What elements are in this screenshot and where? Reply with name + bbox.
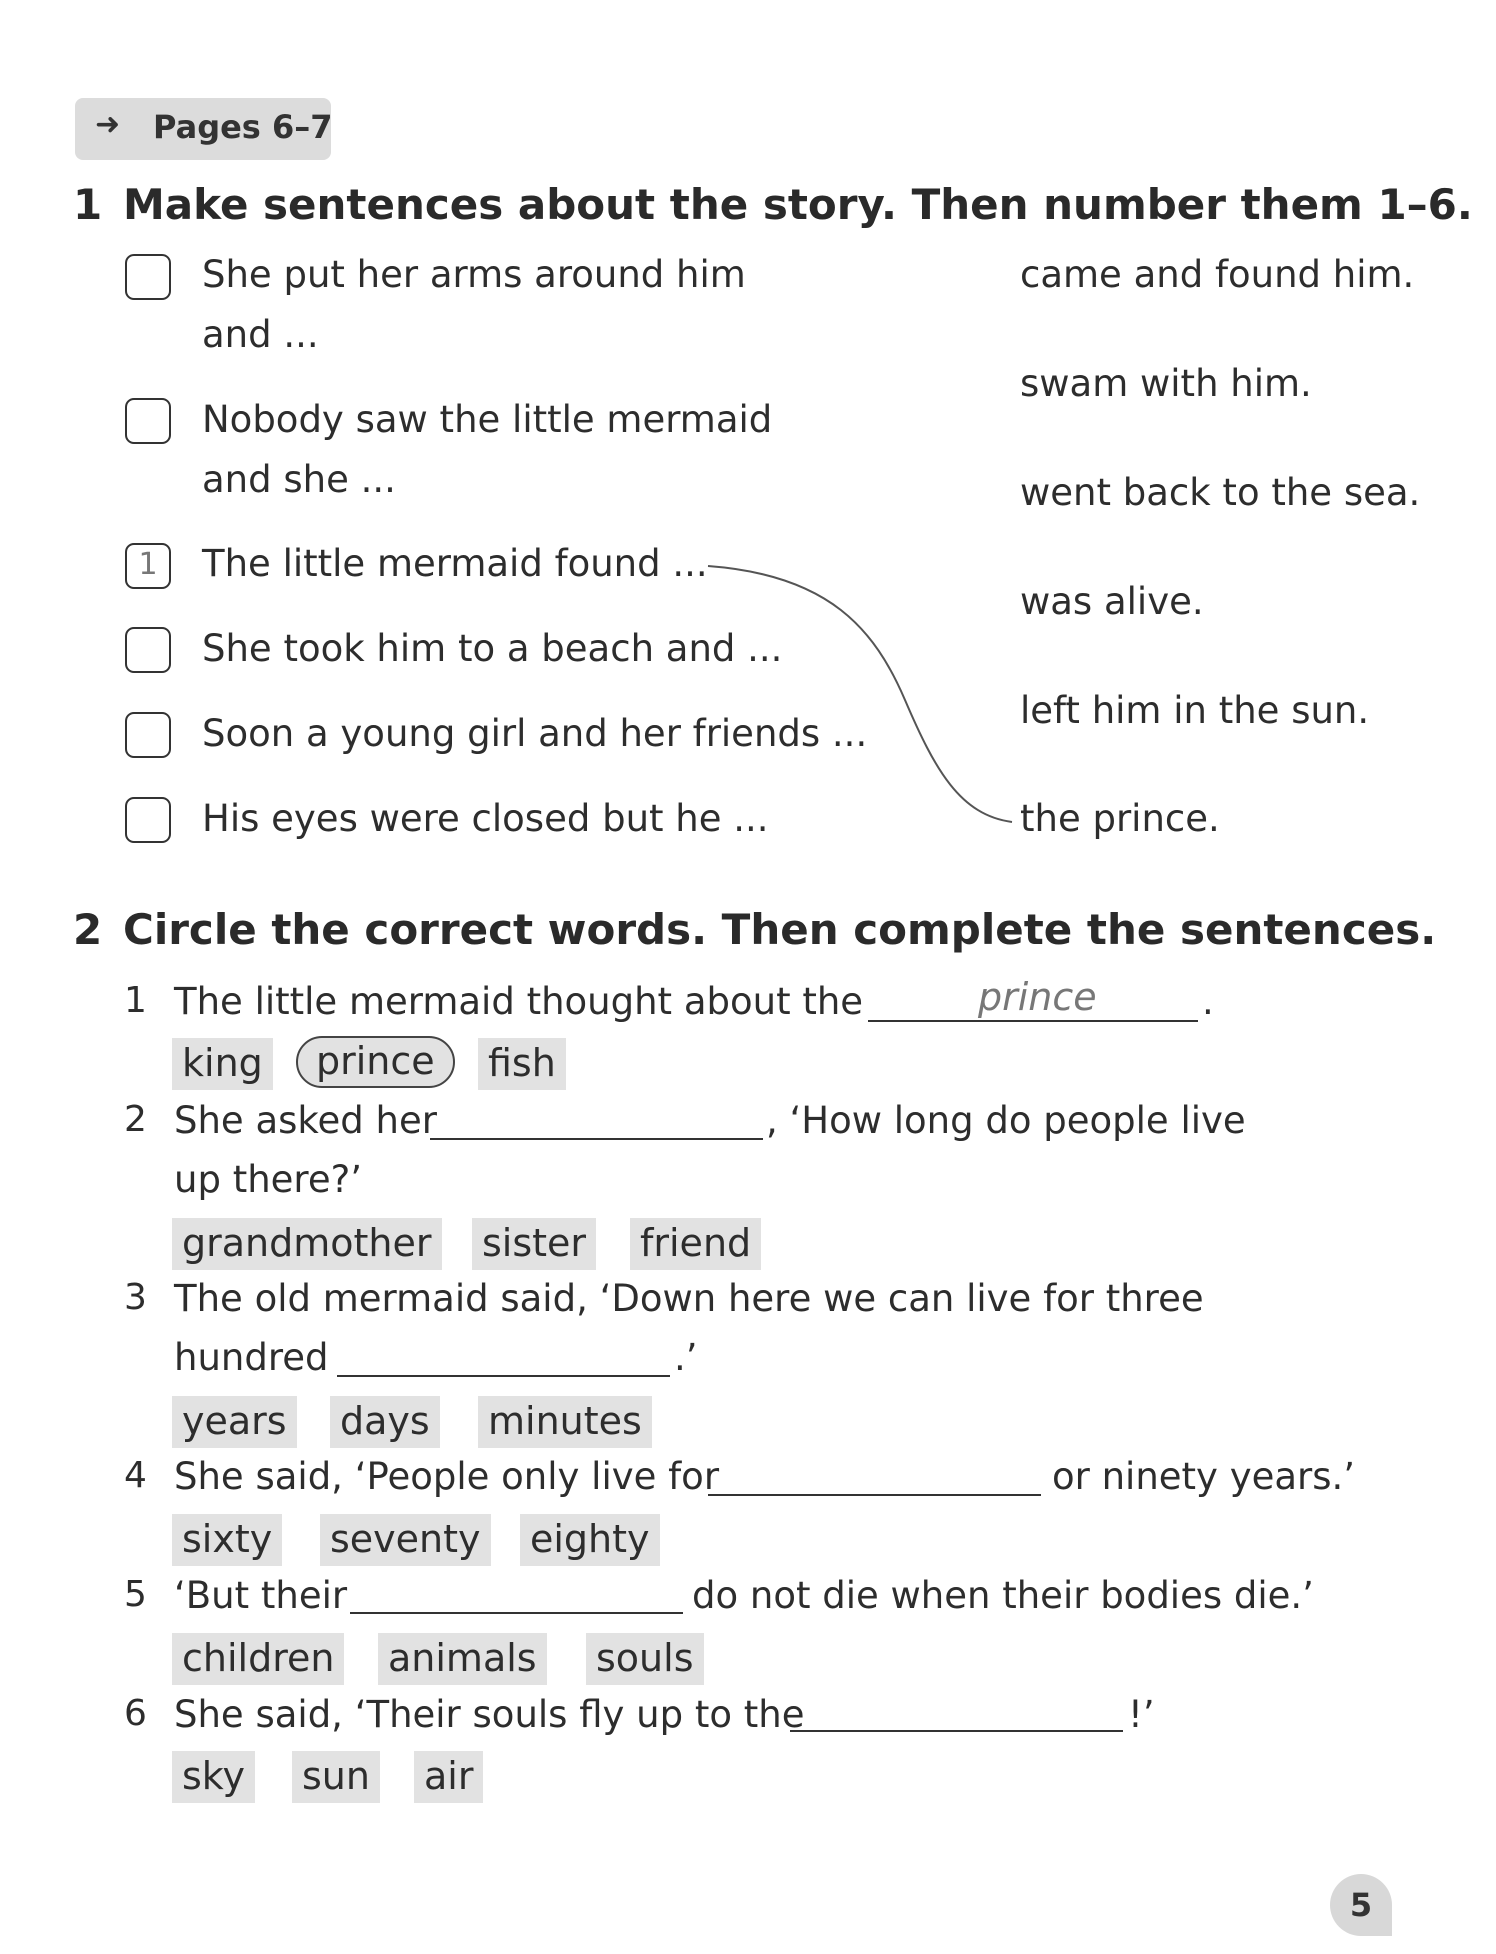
- left-sentence-5: Soon a young girl and her friends ...: [202, 712, 868, 755]
- item-6-option-air[interactable]: air: [414, 1751, 483, 1803]
- right-ending-1: came and found him.: [1020, 253, 1415, 296]
- item-1-answer: prince: [978, 975, 1097, 1019]
- item-4-number: 4: [124, 1455, 147, 1496]
- page-number: 5: [1330, 1874, 1392, 1936]
- exercise-2-number: 2: [73, 905, 103, 954]
- item-1-after: .: [1202, 980, 1214, 1023]
- item-5-option-children[interactable]: children: [172, 1633, 344, 1685]
- item-4-option-seventy[interactable]: seventy: [320, 1514, 491, 1566]
- item-4-text: She said, ‘People only live for: [174, 1455, 720, 1498]
- item-1-number: 1: [124, 980, 147, 1021]
- item-2-text: She asked her: [174, 1099, 437, 1142]
- item-5-number: 5: [124, 1574, 147, 1615]
- item-1-option-king[interactable]: king: [172, 1038, 273, 1090]
- item-4-after: or ninety years.’: [1052, 1455, 1356, 1498]
- pages-label: Pages 6–7: [153, 108, 333, 146]
- left-sentence-6: His eyes were closed but he ...: [202, 797, 769, 840]
- right-ending-5: left him in the sun.: [1020, 689, 1370, 732]
- left-sentence-3: The little mermaid found ...: [202, 542, 708, 585]
- left-sentence-2-line2: and she ...: [202, 458, 396, 501]
- item-6-option-sun[interactable]: sun: [292, 1751, 380, 1803]
- left-sentence-2-line1: Nobody saw the little mermaid: [202, 398, 773, 441]
- exercise-2-heading: [73, 905, 1436, 954]
- item-3-line2: hundred: [174, 1336, 329, 1379]
- item-5-blank[interactable]: [350, 1612, 683, 1614]
- right-ending-2: swam with him.: [1020, 362, 1312, 405]
- item-4-option-eighty[interactable]: eighty: [520, 1514, 660, 1566]
- arrow-right-icon: ➜: [95, 107, 121, 142]
- item-1-blank[interactable]: [868, 1020, 1198, 1022]
- item-4-option-sixty[interactable]: sixty: [172, 1514, 282, 1566]
- right-ending-3: went back to the sea.: [1020, 471, 1421, 514]
- item-4-blank[interactable]: [708, 1494, 1041, 1496]
- item-1-option-prince-circled[interactable]: prince: [296, 1036, 455, 1088]
- exercise-2-title: Circle the correct words. Then complete the sentences.: [123, 905, 1437, 954]
- item-2-after: , ‘How long do people live: [766, 1099, 1246, 1142]
- left-sentence-4: She took him to a beach and ...: [202, 627, 783, 670]
- item-3-after: .’: [674, 1336, 698, 1379]
- item-2-option-friend[interactable]: friend: [630, 1218, 761, 1270]
- exercise-1-number: 1: [73, 180, 103, 229]
- item-6-blank[interactable]: [790, 1730, 1123, 1732]
- exercise-1-title: Make sentences about the story. Then number them 1–6.: [123, 180, 1473, 229]
- left-sentence-1-line1: She put her arms around him: [202, 253, 746, 296]
- item-5-option-animals[interactable]: animals: [378, 1633, 547, 1685]
- item-3-blank[interactable]: [337, 1375, 670, 1377]
- item-6-number: 6: [124, 1693, 147, 1734]
- right-ending-6: the prince.: [1020, 797, 1220, 840]
- item-2-line2: up there?’: [174, 1158, 362, 1201]
- item-2-option-grandmother[interactable]: grandmother: [172, 1218, 442, 1270]
- item-6-option-sky[interactable]: sky: [172, 1751, 255, 1803]
- item-1-text: The little mermaid thought about the: [174, 980, 864, 1023]
- item-3-text: The old mermaid said, ‘Down here we can live for three: [174, 1277, 1204, 1320]
- item-3-number: 3: [124, 1277, 147, 1318]
- item-6-text: She said, ‘Their souls fly up to the: [174, 1693, 805, 1736]
- item-5-after: do not die when their bodies die.’: [692, 1574, 1314, 1617]
- item-3-option-years[interactable]: years: [172, 1396, 297, 1448]
- item-3-option-minutes[interactable]: minutes: [478, 1396, 652, 1448]
- item-2-blank[interactable]: [430, 1138, 763, 1140]
- order-box-3[interactable]: 1: [125, 543, 171, 589]
- item-1-option-fish[interactable]: fish: [478, 1038, 566, 1090]
- item-6-after: !’: [1128, 1693, 1155, 1736]
- item-5-option-souls[interactable]: souls: [586, 1633, 704, 1685]
- item-2-number: 2: [124, 1099, 147, 1140]
- left-sentence-1-line2: and ...: [202, 313, 319, 356]
- right-ending-4: was alive.: [1020, 580, 1204, 623]
- item-5-text: ‘But their: [174, 1574, 348, 1617]
- item-2-option-sister[interactable]: sister: [472, 1218, 596, 1270]
- item-3-option-days[interactable]: days: [330, 1396, 440, 1448]
